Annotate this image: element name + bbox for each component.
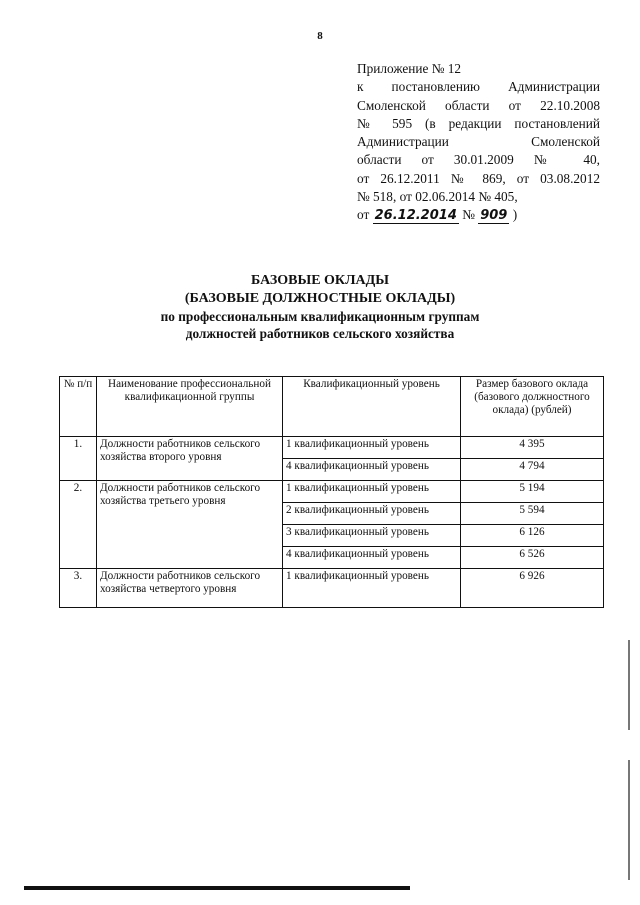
appendix-line: от 26.12.2011 № 869, от 03.08.2012: [357, 170, 600, 186]
appendix-title: Приложение № 12: [357, 61, 461, 76]
group-name: Должности работников сельского хозяйства третьего уровня: [97, 481, 283, 569]
appendix-line: № 518, от 02.06.2014 № 405,: [357, 189, 518, 205]
table-row: [60, 437, 604, 459]
header-group-name: Наименование профессиональной квалификационной группы: [97, 377, 283, 437]
salary-amount: 4 395: [461, 437, 604, 459]
appendix-line: области от 30.01.2009 № 40,: [357, 152, 600, 168]
scan-edge-mark: [628, 760, 630, 880]
table-header-row: [60, 377, 604, 437]
qualification-level: 1 квалификационный уровень: [283, 569, 461, 608]
salary-amount: 6 926: [461, 569, 604, 608]
heading-line-1: БАЗОВЫЕ ОКЛАДЫ: [251, 273, 389, 288]
appendix-line: № 595 (в редакции постановлений: [357, 115, 600, 131]
heading-line-4: должностей работников сельского хозяйства: [185, 326, 455, 341]
salary-table: [59, 376, 604, 608]
table-row: [60, 569, 604, 608]
group-name: Должности работников сельского хозяйства второго уровня: [97, 437, 283, 481]
heading-line-3: по профессиональным квалификационным группам: [160, 309, 480, 324]
group-number: 2.: [60, 481, 97, 569]
qualification-level: 4 квалификационный уровень: [283, 459, 461, 481]
appendix-line: к постановлению Администрации: [357, 79, 600, 95]
last-mid: №: [462, 207, 475, 223]
qualification-level: 1 квалификационный уровень: [283, 481, 461, 503]
salary-amount: 6 526: [461, 547, 604, 569]
handwritten-date: 26.12.2014: [374, 208, 457, 224]
page-number: 8: [317, 30, 323, 42]
header-salary: Размер базового оклада (базового должностного оклада) (рублей): [461, 377, 604, 437]
qualification-level: 4 квалификационный уровень: [283, 547, 461, 569]
handwritten-number: 909: [480, 208, 508, 224]
scan-footer-bar: [24, 886, 410, 890]
qualification-level: 2 квалификационный уровень: [283, 503, 461, 525]
salary-amount: 6 126: [461, 525, 604, 547]
appendix-last-line: [357, 206, 600, 224]
last-suffix: ): [512, 207, 518, 223]
appendix-line: Администрации Смоленской: [357, 134, 600, 150]
salary-amount: 4 794: [461, 459, 604, 481]
appendix-block: [357, 60, 600, 225]
header-num: № п/п: [60, 377, 97, 437]
document-heading: [0, 272, 640, 342]
group-number: 3.: [60, 569, 97, 608]
salary-amount: 5 194: [461, 481, 604, 503]
table-row: [60, 481, 604, 503]
scan-edge-mark: [628, 640, 630, 730]
qualification-level: 3 квалификационный уровень: [283, 525, 461, 547]
salary-amount: 5 594: [461, 503, 604, 525]
header-level: Квалификационный уровень: [283, 377, 461, 437]
heading-line-2: (БАЗОВЫЕ ДОЛЖНОСТНЫЕ ОКЛАДЫ): [184, 291, 456, 306]
group-name: Должности работников сельского хозяйства четвертого уровня: [97, 569, 283, 608]
qualification-level: 1 квалификационный уровень: [283, 437, 461, 459]
appendix-line: Смоленской области от 22.10.2008: [357, 97, 600, 113]
last-prefix: от: [357, 207, 370, 223]
group-number: 1.: [60, 437, 97, 481]
